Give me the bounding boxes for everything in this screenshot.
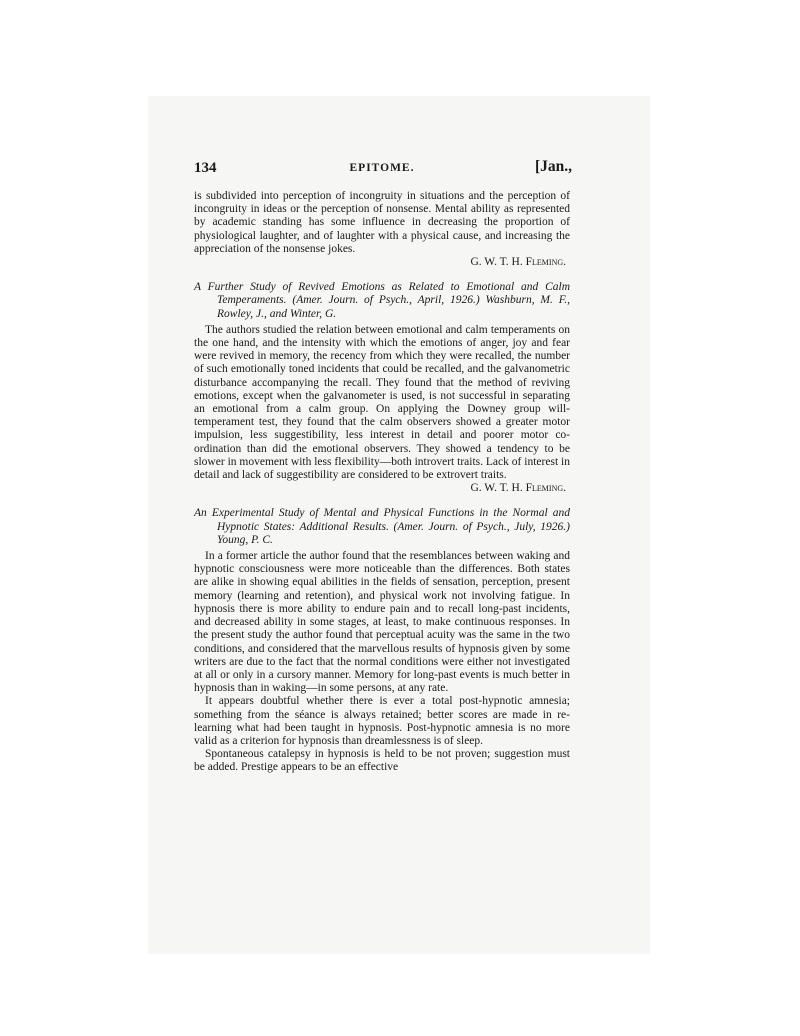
reference-authors: Young, P. C. bbox=[217, 533, 273, 546]
abstract-paragraph: It appears doubtful whether there is ever a total post-hypnotic amnesia; something from the séance is always retained; better scores are made in re-learning what had been taught in hypnosis. Post-hypnotic amnesia is no more valid as a criterion for hypnosis than dreamlessness is of sleep. bbox=[194, 695, 570, 747]
abstract-paragraph: Spontaneous catalepsy in hypnosis is held to be not proven; suggestion must be added. Prestige appears to be an effective bbox=[194, 748, 570, 774]
abstract-section bbox=[194, 507, 570, 774]
abstract-signature: G. W. T. H. Fleming. bbox=[470, 256, 566, 269]
reference-citation bbox=[194, 281, 570, 321]
running-header bbox=[194, 158, 570, 184]
abstract-signature: G. W. T. H. Fleming. bbox=[470, 482, 566, 495]
reference-citation bbox=[194, 507, 570, 547]
running-title: EPITOME. bbox=[349, 162, 415, 174]
abstract-paragraph: The authors studied the relation between emotional and calm temperaments on the one hand, and the intensity with which the emotions of anger, joy and fear were revived in memory, the recency from which they were recalled, the number of such emotionally toned incidents that could be recalled, and the galvanometric disturbance accompanying the recall. They found that the method of reviving emotions, except when the galvanometer is used, is not successful in separating an emotional from a calm group. On applying the Downey group will-temperament test, they found that the calm observers showed a greater motor impulsion, less suggestibility, less interest in detail and poorer motor co-ordination than did the emotional observers. They showed a tendency to be slower in movement with less flexibility—both introvert traits. Lack of interest in detail and lack of suggestibility are considered to be extrovert traits. bbox=[194, 323, 570, 482]
reference-title: A Further Study of Revived Emotions as Related to Emotional and Calm Temperaments. bbox=[194, 281, 570, 307]
abstract-paragraph: In a former article the author found that the resemblances between waking and hypnotic consciousness were more noticeable than the differences. Both states are alike in showing equal abilities in the fields of sensation, perception, present memory (learning and retention), and physical work not involving fatigue. In hypnosis there is more ability to endure pain and to recall long-past incidents, and decreased ability in some stages, at least, to make continuous responses. In the present study the author found that perceptual acuity was the same in the two conditions, and considered that the marvellous results of hypnosis given by some writers are due to the fact that the normal conditions were either not investigated at all or only in a cursory manner. Memory for long-past events is much better in hypnosis than in waking—in some persons, at any rate. bbox=[194, 550, 570, 695]
page-number: 134 bbox=[194, 160, 217, 176]
reference-journal: (Amer. Journ. of Psych., April, 1926.) bbox=[292, 294, 480, 307]
reference-journal: (Amer. Journ. of Psych., July, 1926.) bbox=[393, 520, 571, 533]
abstract-section bbox=[194, 281, 570, 495]
abstract-paragraph: is subdivided into perception of incongruity in situations and the perception of incongruity in ideas or the perception of nonsense. Mental ability as represented by academic standing has some influence in decreasing the proportion of physiological laughter, and of laughter with a physical cause, and increasing the appreciation of the nonsense jokes. bbox=[194, 190, 570, 255]
abstract-section bbox=[194, 190, 570, 269]
issue-label: [Jan., bbox=[534, 158, 572, 175]
page-content bbox=[194, 158, 570, 775]
reference-title: An Experimental Study of Mental and Physical Functions in the Normal and Hypnotic States: Additional Results. bbox=[194, 507, 570, 533]
reference-authors: Washburn, M. F., Rowley, J., and Winter, G. bbox=[217, 294, 571, 320]
